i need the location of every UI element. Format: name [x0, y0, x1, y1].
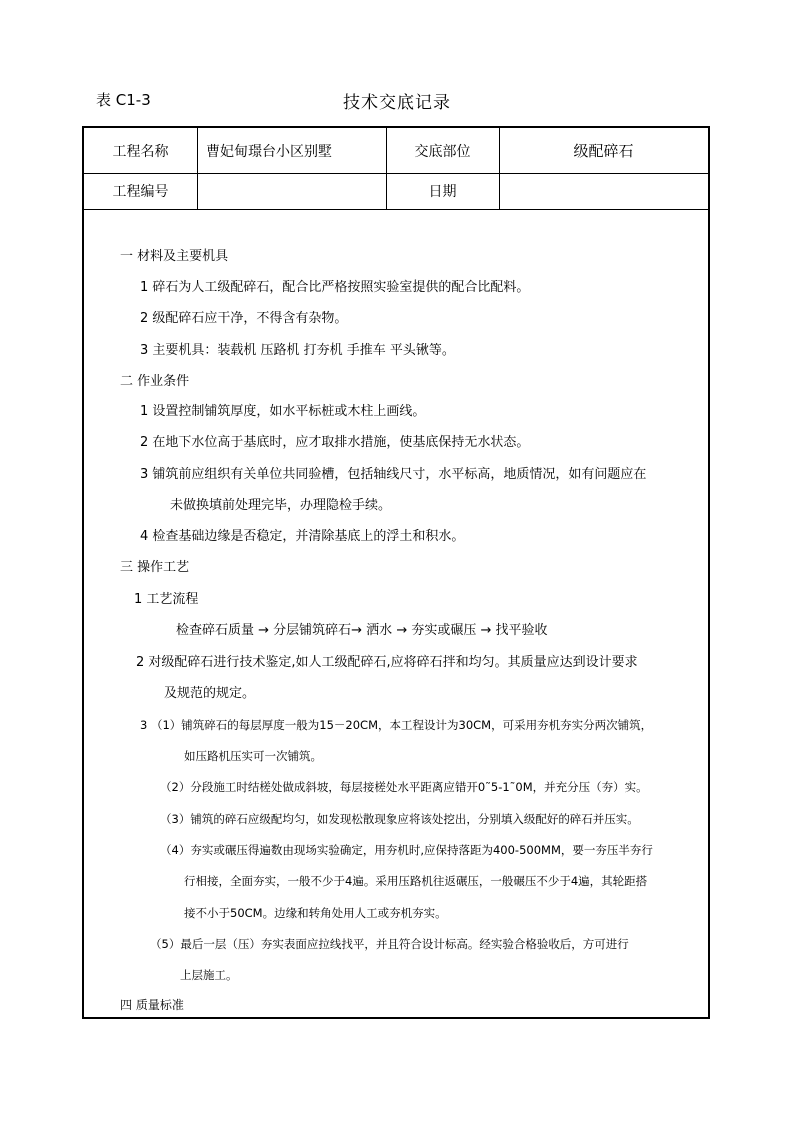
list-item: （4）夯实或碾压得遍数由现场实验确定，用夯机时,应保持落距为400-500MM，要一夯压半夯行 — [160, 843, 653, 857]
date-label: 日期 — [428, 184, 457, 200]
record-form — [82, 126, 710, 1019]
list-item-continuation: 及规范的规定。 — [164, 686, 256, 701]
handover-part-value: 级配碎石 — [573, 142, 634, 160]
list-item: 1 碎石为人工级配碎石，配合比严格按照实验室提供的配合比配料。 — [140, 280, 530, 295]
project-number-label: 工程编号 — [112, 184, 169, 200]
project-number-value — [206, 173, 386, 209]
list-item: 2 对级配碎石进行技术鉴定,如人工级配碎石,应将碎石拌和均匀。其质量应达到设计要求 — [136, 655, 638, 670]
list-item: 1 工艺流程 — [134, 592, 199, 607]
form-code: 表 C1-3 — [96, 91, 151, 109]
list-item: 3 主要机具：装载机 压路机 打夯机 手推车 平头锹等。 — [140, 343, 455, 358]
list-item: 3 铺筑前应组织有关单位共同验槽，包括轴线尺寸，水平标高，地质情况，如有问题应在 — [140, 467, 647, 482]
handover-part-label: 交底部位 — [414, 143, 471, 160]
list-item: （2）分段施工时结槎处做成斜坡，每层接槎处水平距离应错开0˜5-1˜0M，并充分压（夯）实。 — [160, 780, 648, 794]
project-name-label: 工程名称 — [112, 143, 169, 160]
list-item: 2 在地下水位高于基底时，应才取排水措施，使基底保持无水状态。 — [140, 435, 530, 450]
list-item: 2 级配碎石应干净，不得含有杂物。 — [140, 311, 348, 326]
list-item: 1 设置控制铺筑厚度，如水平标桩或木柱上画线。 — [140, 404, 426, 419]
list-item: 3 （1）铺筑碎石的每层厚度一般为15－20CM，本工程设计为30CM，可采用夯机夯实分两次铺筑， — [140, 718, 653, 732]
list-item-continuation: 未做换填前处理完毕，办理隐检手续。 — [170, 498, 392, 513]
section-heading: 二 作业条件 — [120, 374, 190, 389]
project-name-value: 曹妃甸璟台小区别墅 — [206, 143, 332, 160]
document-title: 技术交底记录 — [343, 93, 451, 113]
date-value — [499, 173, 708, 209]
column-divider — [197, 128, 198, 209]
list-item-continuation: 上层施工。 — [180, 968, 238, 982]
process-flow: 检查碎石质量 → 分层铺筑碎石→ 洒水 → 夯实或碾压 → 找平验收 — [176, 623, 548, 638]
header-bottom-divider — [84, 209, 708, 210]
section-heading: 一 材料及主要机具 — [120, 249, 229, 264]
list-item-continuation: 行相接，全面夯实，一般不少于4遍。采用压路机往返碾压，一般碾压不少于4遍，其轮距搭 — [184, 874, 648, 888]
list-item: （3）铺筑的碎石应级配均匀，如发现松散现象应将该处挖出，分别填入级配好的碎石并压实。 — [160, 812, 639, 826]
section-heading: 三 操作工艺 — [120, 560, 190, 575]
list-item: 4 检查基础边缘是否稳定，并清除基底上的浮土和积水。 — [140, 529, 465, 544]
list-item: （5）最后一层（压）夯实表面应拉线找平，并且符合设计标高。经实验合格验收后，方可进行 — [150, 937, 629, 951]
list-item-continuation: 如压路机压实可一次铺筑。 — [184, 749, 322, 763]
section-heading: 四 质量标准 — [120, 998, 184, 1012]
list-item-continuation: 接不小于50CM。边缘和转角处用人工或夯机夯实。 — [184, 906, 447, 920]
